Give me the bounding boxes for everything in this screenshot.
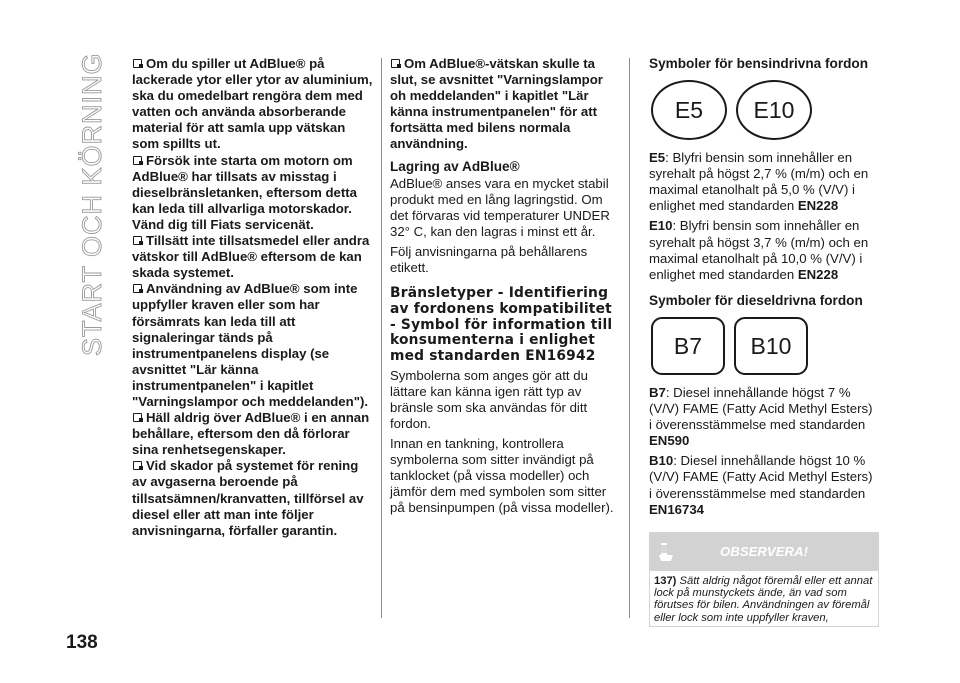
arrow-bullet-icon [132, 283, 143, 294]
storage-paragraph: AdBlue® anses vara en mycket stabil produkt med en lång lagringstid. Om det förvaras vid temperaturer UNDER 32° C, kan den lagras i minst ett år. [390, 175, 610, 239]
observe-header [650, 533, 878, 571]
e5-description: E5: Blyfri bensin som innehåller en syrehalt på högst 2,7 % (m/m) och en maximal etanolhalt på 5,0 % (V/V) i enlighet med standarden EN228 [649, 150, 869, 214]
arrow-bullet-icon [132, 412, 143, 423]
warning-hand-icon [653, 539, 679, 565]
e10-symbol: E10 [736, 80, 812, 140]
petrol-symbols-heading: Symboler för bensindrivna fordon [649, 56, 869, 71]
bullet-item: Häll aldrig över AdBlue® i en annan behållare, eftersom den då förlorar sina renhetsegenskaper. [132, 410, 370, 458]
diesel-symbols [651, 317, 877, 375]
chapter-side-title: START OCH KÖRNING [77, 52, 107, 356]
fuel-paragraph: Symbolerna som anges gör att du lättare kan känna igen rätt typ av bränsle som ska användas för ditt fordon. [390, 367, 588, 432]
bullet-item: Användning av AdBlue® som inte uppfyller kraven eller som har försämrats kan leda till att signaleringar tänds på instrumentpanelens display (se avsnittet "Lär känna instrumentpanelen" i kapitlet "Varningslampor och meddelanden"). [132, 281, 369, 409]
observe-box [649, 532, 879, 627]
observe-title: OBSERVERA! [720, 543, 808, 559]
petrol-symbols [651, 80, 877, 140]
b7-description: B7: Diesel innehållande högst 7 % (V/V) FAME (Fatty Acid Methyl Esters) i överensstämmelse med standarden EN590 [649, 384, 873, 449]
bullet-item: Om du spiller ut AdBlue® på lackerade ytor eller ytor av aluminium, ska du omedelbart rengöra dem med vatten och använda absorberande material för att samla upp vätskan som spillts ut. [132, 56, 373, 152]
diesel-symbols-heading: Symboler för dieseldrivna fordon [649, 292, 863, 308]
bullet-item: Om AdBlue®-vätskan skulle ta slut, se avsnittet "Varningslampor oh meddelanden" i kapitlet "Lär känna instrumentpanelen" för att fortsätta med bilens normala användning. [390, 56, 603, 152]
column-divider [629, 58, 630, 618]
b10-symbol: B10 [734, 317, 808, 375]
e10-description: E10: Blyfri bensin som innehåller en syrehalt på högst 3,7 % (m/m) och en maximal etanolhalt på 10,0 % (V/V) i enlighet med standarden EN228 [649, 218, 869, 282]
storage-paragraph: Följ anvisningarna på behållarens etikett. [390, 244, 588, 276]
bullet-item: Vid skador på systemet för rening av avgaserna beroende på tillsatsämnen/kranvatten, tillförsel av diesel eller att man inte följer anvisningarna, förfaller garantin. [132, 458, 364, 538]
page-number: 138 [66, 632, 98, 653]
b7-symbol: B7 [651, 317, 725, 375]
bullet-item: Tillsätt inte tillsatsmedel eller andra vätskor till AdBlue® eftersom de kan skada systemet. [132, 233, 370, 281]
fuel-types-heading: Bränsletyper - Identifiering av fordonens kompatibilitet - Symbol för information till konsumenterna i enlighet med standarden EN16942 [390, 285, 613, 365]
bullet-item: Försök inte starta om motorn om AdBlue® har tillsats av misstag i dieselbränsletanken, eftersom detta kan leda till allvarliga motorskador. Vänd dig till Fiats servicenät. [132, 152, 357, 232]
column-2 [390, 56, 622, 521]
fuel-paragraph: Innan en tankning, kontrollera symbolerna som sitter invändigt på tanklocket (på vissa modeller) och jämför dem med symbolen som sitter på bensinpumpen (på vissa modeller). [390, 436, 614, 516]
column-divider [381, 58, 382, 618]
arrow-bullet-icon [132, 155, 143, 166]
b10-description: B10: Diesel innehållande högst 10 % (V/V) FAME (Fatty Acid Methyl Esters) i överensstämmelse med standarden EN16734 [649, 453, 873, 517]
arrow-bullet-icon [132, 460, 143, 471]
arrow-bullet-icon [390, 58, 401, 69]
storage-heading: Lagring av AdBlue® [390, 158, 520, 174]
arrow-bullet-icon [132, 58, 143, 69]
column-3 [649, 56, 877, 627]
observe-text: 137) Sätt aldrig något föremål eller ett annat lock på munstyckets ände, än vad som förutses för bilen. Användningen av föremål eller lock som inte uppfyller kraven, [654, 574, 873, 624]
e5-symbol: E5 [651, 80, 727, 140]
column-1 [132, 56, 375, 539]
arrow-bullet-icon [132, 235, 143, 246]
